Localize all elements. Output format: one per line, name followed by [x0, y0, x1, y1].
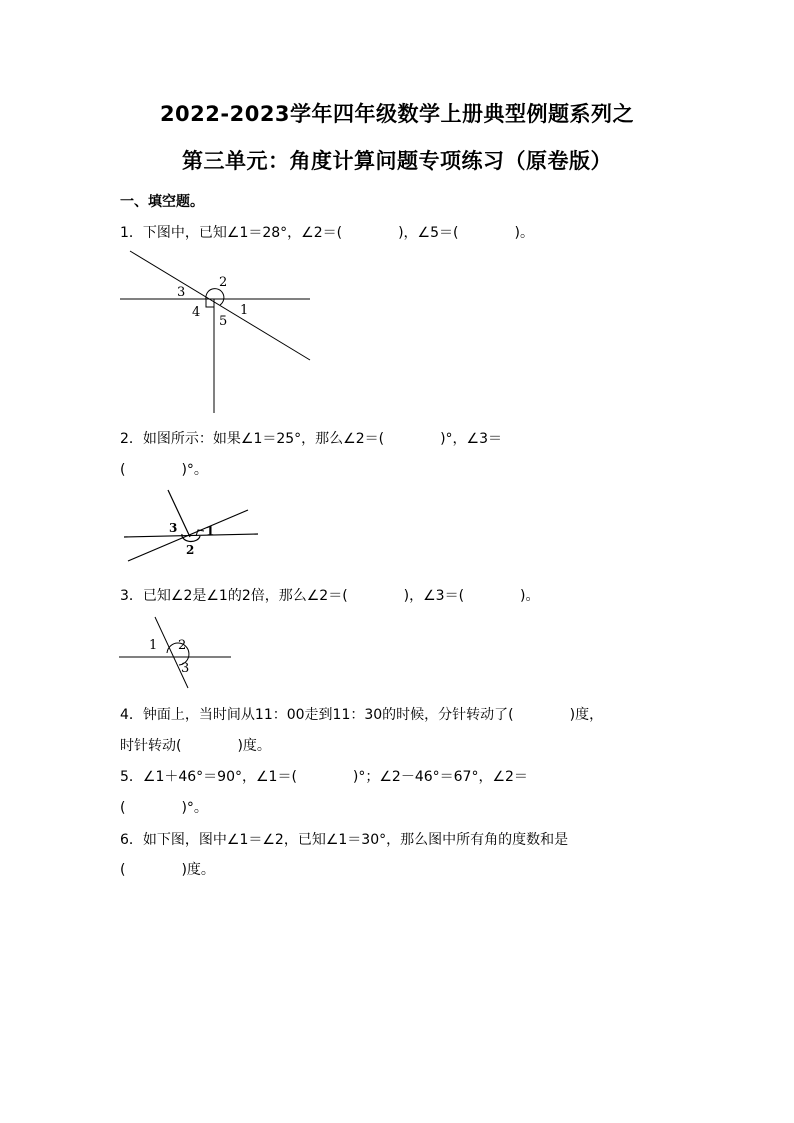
fig1-label-4: 4: [192, 305, 201, 320]
question-2-text-line2: ( )°。: [120, 462, 208, 478]
page-title-line1: 2022-2023学年四年级数学上册典型例题系列之: [159, 102, 635, 126]
question-4-text-line2: 时针转动( )度。: [120, 738, 271, 754]
fig1-diagonal-line: [130, 251, 310, 360]
figure-question-1: [110, 245, 320, 420]
question-1-text: 1．下图中，已知∠1＝28°，∠2＝( )，∠5＝( )。: [120, 225, 534, 241]
fig1-right-angle-mark: [206, 299, 214, 307]
section-heading: 一、填空题。: [120, 194, 204, 210]
fig1-label-2: 2: [219, 275, 228, 290]
question-5-text-line2: ( )°。: [120, 800, 208, 816]
question-5-text-line1: 5．∠1＋46°＝90°，∠1＝( )°；∠2－46°＝67°，∠2＝: [120, 769, 528, 785]
fig1-label-3: 3: [177, 285, 186, 300]
figure-question-3: [115, 612, 240, 692]
fig2-label-2: 2: [186, 543, 195, 557]
fig2-label-3: 3: [169, 521, 178, 535]
question-6-text-line2: ( )度。: [120, 862, 215, 878]
question-6-text-line1: 6．如下图，图中∠1＝∠2，已知∠1＝30°，那么图中所有角的度数和是: [120, 832, 569, 848]
figure-question-2: [118, 484, 263, 564]
fig2-label-1: 1: [206, 524, 215, 538]
fig3-label-3: 3: [181, 661, 190, 676]
page-title-line2: 第三单元：角度计算问题专项练习（原卷版）: [182, 149, 612, 173]
fig1-label-5: 5: [219, 314, 228, 329]
fig3-label-2: 2: [178, 638, 187, 653]
question-2-text-line1: 2．如图所示：如果∠1＝25°，那么∠2＝( )°，∠3＝: [120, 431, 503, 447]
question-4-text-line1: 4．钟面上，当时间从11：00走到11：30的时候，分针转动了( )度，: [120, 707, 604, 723]
question-3-text: 3．已知∠2是∠1的2倍，那么∠2＝( )，∠3＝( )。: [120, 588, 540, 604]
fig1-label-1: 1: [240, 303, 249, 318]
fig3-label-1: 1: [149, 638, 158, 653]
